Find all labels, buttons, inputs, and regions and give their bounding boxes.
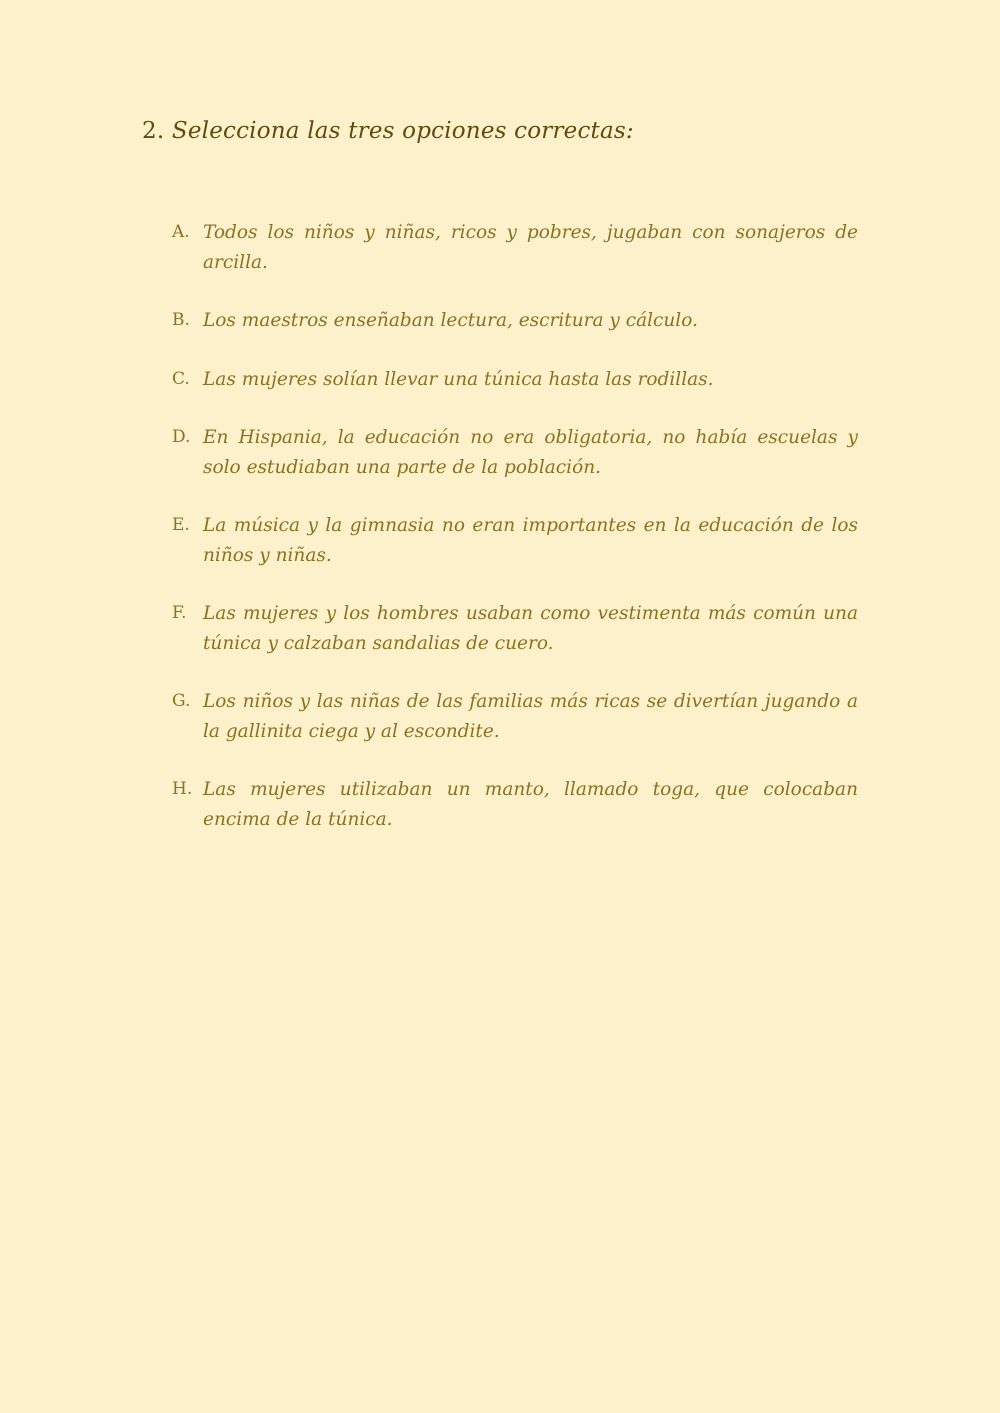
option-d[interactable] — [172, 423, 858, 482]
option-text: Las mujeres utilizaban un manto, llamado toga, que colocaban encima de la túnica. — [203, 779, 858, 830]
option-f[interactable] — [172, 599, 858, 658]
option-letter: H. — [172, 779, 193, 799]
option-text: La música y la gimnasia no eran importantes en la educación de los niños y niñas. — [203, 515, 858, 566]
option-letter: D. — [172, 427, 191, 447]
option-c[interactable] — [172, 365, 858, 395]
option-text: Los maestros enseñaban lectura, escritura y cálculo. — [203, 310, 698, 331]
option-letter: C. — [172, 368, 190, 389]
option-letter: A. — [172, 222, 190, 242]
question-number: 2. — [142, 118, 165, 144]
option-text: Las mujeres solían llevar una túnica hasta las rodillas. — [203, 368, 714, 390]
option-text: En Hispania, la educación no era obligatoria, no había escuelas y solo estudiaban una parte de la población. — [203, 427, 858, 478]
option-text: Todos los niños y niñas, ricos y pobres, jugaban con sonajeros de arcilla. — [203, 222, 858, 273]
option-e[interactable] — [172, 511, 858, 570]
question-heading — [142, 118, 634, 144]
option-g[interactable] — [172, 687, 858, 746]
option-h[interactable] — [172, 775, 858, 834]
question-title: Selecciona las tres opciones correctas: — [171, 118, 634, 144]
option-letter: E. — [172, 515, 190, 535]
option-letter: G. — [172, 691, 191, 711]
option-text: Las mujeres y los hombres usaban como vestimenta más común una túnica y calzaban sandalias de cuero. — [203, 603, 858, 654]
option-letter: B. — [172, 310, 190, 330]
option-letter: F. — [172, 603, 187, 623]
options-list — [172, 218, 858, 863]
option-text: Los niños y las niñas de las familias más ricas se divertían jugando a la gallinita ciega y al escondite. — [203, 691, 858, 742]
option-b[interactable] — [172, 306, 858, 336]
option-a[interactable] — [172, 218, 858, 277]
